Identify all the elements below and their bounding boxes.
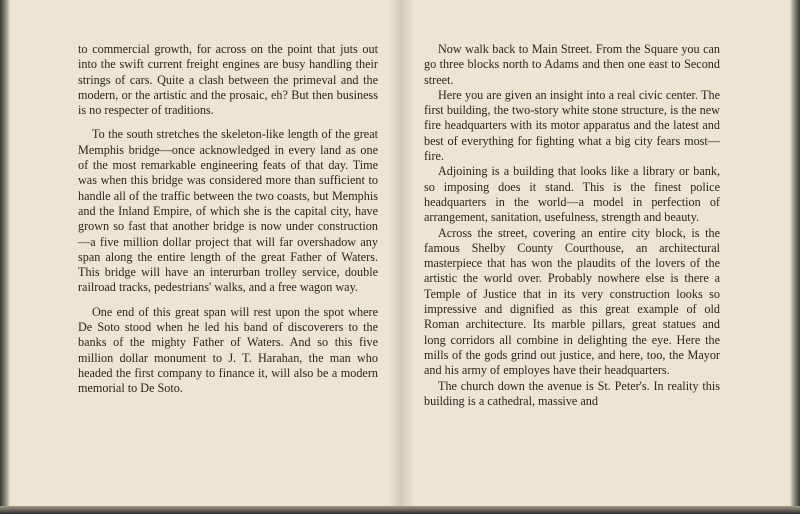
paragraph: Across the street, covering an entire city block, is the famous Shelby County Courthouse, an architectural masterpiece that has won the plaudits of the lovers of the artistic the world over. Probably nowhere else is there a Temple of Justice that in its very construction looks so impressive and dignified as this great example of old Roman architecture. Its marble pillars, great statues and long corridors all combine in delighting the eye. Here the mills of the gods grind out justice, and here, too, the Mayor and his army of employes have their headquarters. — [424, 225, 720, 378]
left-page-text — [78, 42, 378, 406]
paragraph: to commercial growth, for across on the point that juts out into the swift current freight engines are busy handling their strings of cars. Quite a clash between the primeval and the modern, or the artistic and the prosaic, eh? But then business is no respecter of traditions. — [78, 42, 378, 118]
page-edge-left — [0, 0, 10, 514]
right-page-text — [424, 42, 720, 409]
page-edge-bottom — [0, 506, 800, 514]
paragraph: To the south stretches the skeleton-like length of the great Memphis bridge—once acknowledged in every land as one of the most remarkable engineering feats of that day. Time was when this bridge was considered more than sufficient to handle all of the traffic between the two coasts, but Memphis and the Inland Empire, of which she is the capital city, have grown so fast that another bridge is now under construction—a five million dollar project that will far overshadow any span along the entire length of the great Father of Waters. This bridge will have an interurban trolley service, double railroad tracks, pedestrians' walks, and a free wagon way. — [78, 127, 378, 295]
book-gutter — [388, 0, 414, 514]
paragraph: Adjoining is a building that looks like a library or bank, so imposing does it stand. This is the finest police headquarters in the world—a model in perfection of arrangement, sanitation, usefulness, strength and beauty. — [424, 164, 720, 225]
paragraph: One end of this great span will rest upon the spot where De Soto stood when he led his band of discoverers to the banks of the mighty Father of Waters. And so this five million dollar monument to J. T. Harahan, the man who headed the first company to finance it, will also be a modern memorial to De Soto. — [78, 304, 378, 396]
paragraph: Now walk back to Main Street. From the Square you can go three blocks north to Adams and then one east to Second street. — [424, 42, 720, 87]
page-edge-right — [790, 0, 800, 514]
paragraph: Here you are given an insight into a real civic center. The first building, the two-story white stone structure, is the new fire headquarters with its motor apparatus and the latest and best of everything for fighting what a big city fears most—fire. — [424, 87, 720, 164]
paragraph: The church down the avenue is St. Peter's. In reality this building is a cathedral, massive and — [424, 378, 720, 408]
